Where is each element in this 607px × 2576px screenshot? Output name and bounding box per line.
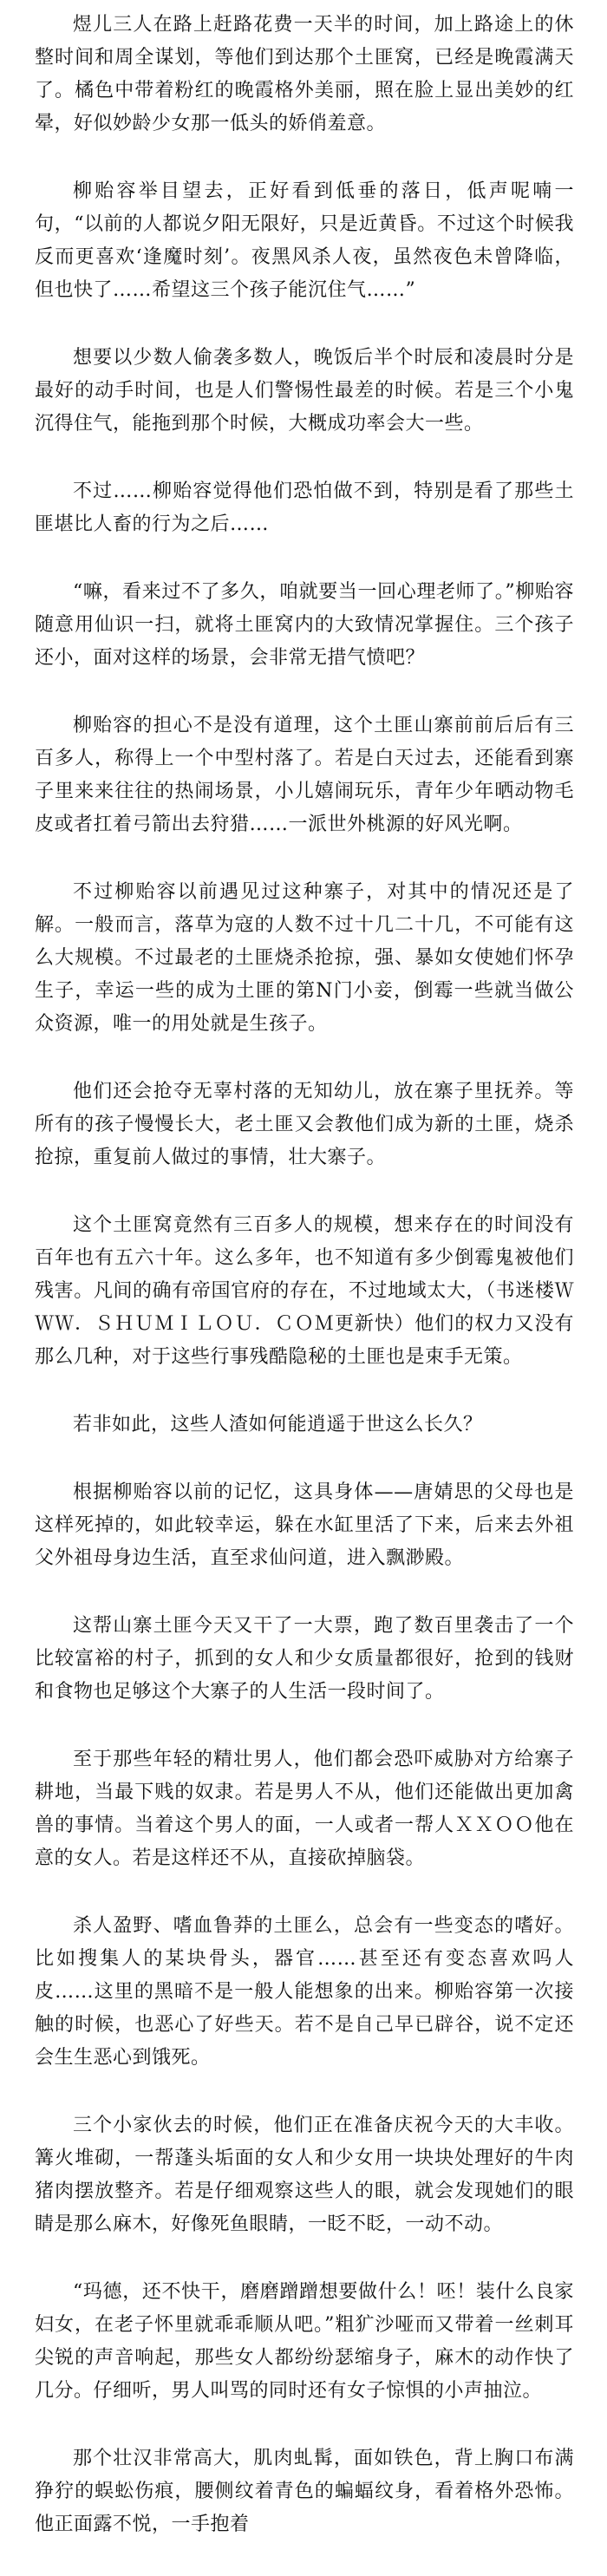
paragraph-4: 不过……柳贻容觉得他们恐怕做不到，特别是看了那些土匪堪比人畜的行为之后…… [35,481,574,535]
paragraph-6: 柳贻容的担心不是没有道理，这个土匪山寨前前后后有三百多人，称得上一个中型村落了。若是白天过去，还能看到寨子里来来往往的热闹场景，小儿嬉闹玩乐，青年少年晒动物毛皮或者扛着弓箭出去狩猎……一派世外桃源的好风光啊。 [35,715,574,835]
paragraph-13: 至于那些年轻的精壮男人，他们都会恐吓威胁对方给寨子耕地，当最下贱的奴隶。若是男人不从，他们还能做出更加禽兽的事情。当着这个男人的面，一人或者一帮人ＸＸＯＯ他在意的女人。若是这样还不从，直接砍掉脑袋。 [35,1749,574,1869]
paragraph-7: 不过柳贻容以前遇见过这种寨子，对其中的情况还是了解。一般而言，落草为寇的人数不过十几二十几，不可能有这么大规模。不过最老的土匪烧杀抢掠，强、暴如女使她们怀孕生子，幸运一些的成为土匪的第N门小妾，倒霉一些就当做公众资源，唯一的用处就是生孩子。 [35,881,574,1035]
paragraph-15: 三个小家伙去的时候，他们正在准备庆祝今天的大丰收。篝火堆砌，一帮蓬头垢面的女人和少女用一块块处理好的牛肉猪肉摆放整齐。若是仔细观察这些人的眼，就会发现她们的眼睛是那么麻木，好像死鱼眼睛，一眨不眨，一动不动。 [35,2115,574,2235]
paragraph-5: “嘛，看来过不了多久，咱就要当一回心理老师了。”柳贻容随意用仙识一扫，就将土匪窝内的大致情况掌握住。三个孩子还小，面对这样的场景，会非常无措气愤吧？ [35,581,574,669]
paragraph-16: “玛德，还不快干，磨磨蹭蹭想要做什么！呸！装什么良家妇女，在老子怀里就乖乖顺从吧。”粗犷沙哑而又带着一丝刺耳尖锐的声音响起，那些女人都纷纷瑟缩身子，麻木的动作快了几分。仔细听，男人叫骂的同时还有女子惊惧的小声抽泣。 [35,2281,574,2402]
paragraph-2: 柳贻容举目望去，正好看到低垂的落日，低声呢喃一句，“以前的人都说夕阳无限好，只是近黄昏。不过这个时候我反而更喜欢‘逢魔时刻’。夜黑风杀人夜，虽然夜色未曾降临，但也快了……希望这三个孩子能沉住气……” [35,180,574,301]
paragraph-1: 煜儿三人在路上赶路花费一天半的时间，加上路途上的休整时间和周全谋划，等他们到达那个土匪窝，已经是晚霞满天了。橘色中带着粉红的晚霞格外美丽，照在脸上显出美妙的红晕，好似妙龄少女那一低头的娇俏羞意。 [35,14,574,134]
paragraph-9: 这个土匪窝竟然有三百多人的规模，想来存在的时间没有百年也有五六十年。这么多年，也不知道有多少倒霉鬼被他们残害。凡间的确有帝国官府的存在，不过地域太大，（书迷楼ＷＷＷ．ＳＨＵＭＩＬＯＵ．ＣＯＭ更新快）他们的权力又没有那么几种，对于这些行事残酷隐秘的土匪也是束手无策。 [35,1214,574,1368]
text-column [35,9,574,2576]
paragraph-17: 那个壮汉非常高大，肌肉虬髯，面如铁色，背上胸口布满狰狞的蜈蚣伤痕，腰侧纹着青色的蝙蝠纹身，看着格外恐怖。他正面露不悦，一手抱着 [35,2448,574,2535]
paragraph-10: 若非如此，这些人渣如何能逍遥于世这么长久？ [73,1414,483,1435]
paragraph-8: 他们还会抢夺无辜村落的无知幼儿，放在寨子里抚养。等所有的孩子慢慢长大，老土匪又会教他们成为新的土匪，烧杀抢掠，重复前人做过的事情，壮大寨子。 [35,1081,574,1168]
paragraph-3: 想要以少数人偷袭多数人，晚饭后半个时辰和凌晨时分是最好的动手时间，也是人们警惕性最差的时候。若是三个小鬼沉得住气，能拖到那个时候，大概成功率会大一些。 [35,347,574,435]
paragraph-12: 这帮山寨土匪今天又干了一大票，跑了数百里袭击了一个比较富裕的村子，抓到的女人和少女质量都很好，抢到的钱财和食物也足够这个大寨子的人生活一段时间了。 [35,1615,574,1703]
paragraph-14: 杀人盈野、嗜血鲁莽的土匪么，总会有一些变态的嗜好。比如搜集人的某块骨头，器官……甚至还有变态喜欢吗人皮……这里的黑暗不是一般人能想象的出来。柳贻容第一次接触的时候，也恶心了好些天。若不是自己早已辟谷，说不定还会生生恶心到饿死。 [35,1915,574,2069]
paragraph-11: 根据柳贻容以前的记忆，这具身体——唐婧思的父母也是这样死掉的，如此较幸运，躲在水缸里活了下来，后来去外祖父外祖母身边生活，直至求仙问道，进入飘渺殿。 [35,1481,574,1569]
